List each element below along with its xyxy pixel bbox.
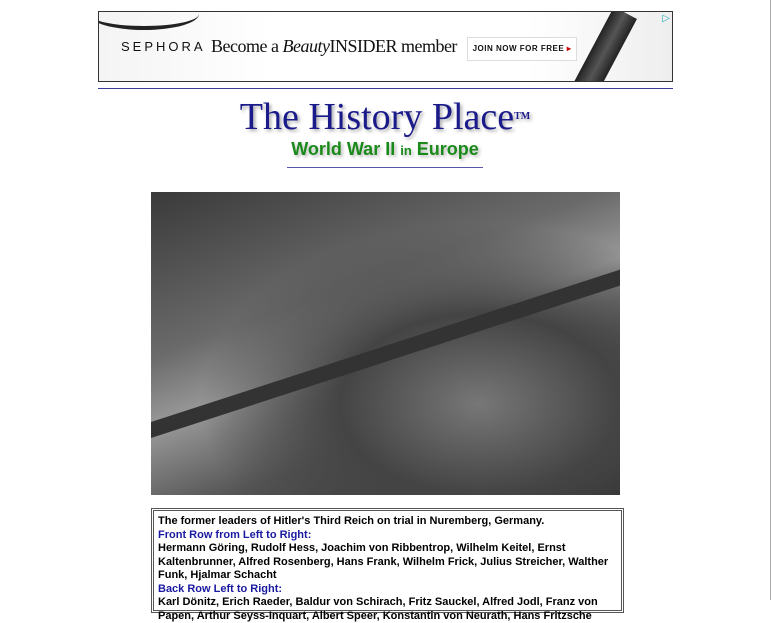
adchoices-icon[interactable]: ▷ (662, 13, 670, 24)
site-logo[interactable] (200, 95, 570, 175)
ad-message: Become a BeautyINSIDER member (211, 36, 457, 56)
nuremberg-trial-photo (151, 192, 620, 495)
sephora-ad-banner[interactable] (98, 11, 673, 82)
divider (98, 88, 673, 89)
trademark: TM (514, 111, 531, 122)
photo-caption (151, 508, 624, 622)
caption-intro: The former leaders of Hitler's Third Reich on trial in Nuremberg, Germany. (158, 515, 545, 527)
ad-brand: SEPHORA (121, 39, 206, 54)
join-now-button[interactable] (467, 37, 577, 61)
mascara-image (567, 11, 637, 82)
front-row-label: Front Row from Left to Right: (158, 528, 312, 541)
site-title: The History Place™ (239, 96, 531, 138)
site-subtitle: World War II in Europe (291, 139, 479, 159)
logo-underline (287, 167, 483, 168)
front-row-names: Hermann Göring, Rudolf Hess, Joachim von Ribbentrop, Wilhelm Keitel, Ernst Kaltenbrunner, Alfred Rosenberg, Hans Frank, Wilhelm Frick, Julius Streicher, Walther Funk, Hjalmar Schacht (158, 542, 609, 581)
back-row-label: Back Row Left to Right: (158, 582, 283, 595)
back-row-names: Karl Dönitz, Erich Raeder, Baldur von Schirach, Fritz Sauckel, Alfred Jodl, Franz von Papen, Arthur Seyss-Inquart, Albert Speer, Konstantin von Neurath, Hans Fritzsche (158, 596, 598, 622)
arrow-icon: ▸ (566, 44, 572, 53)
join-label: JOIN NOW FOR FREE (472, 44, 565, 53)
ribbon-graphic (98, 11, 199, 30)
